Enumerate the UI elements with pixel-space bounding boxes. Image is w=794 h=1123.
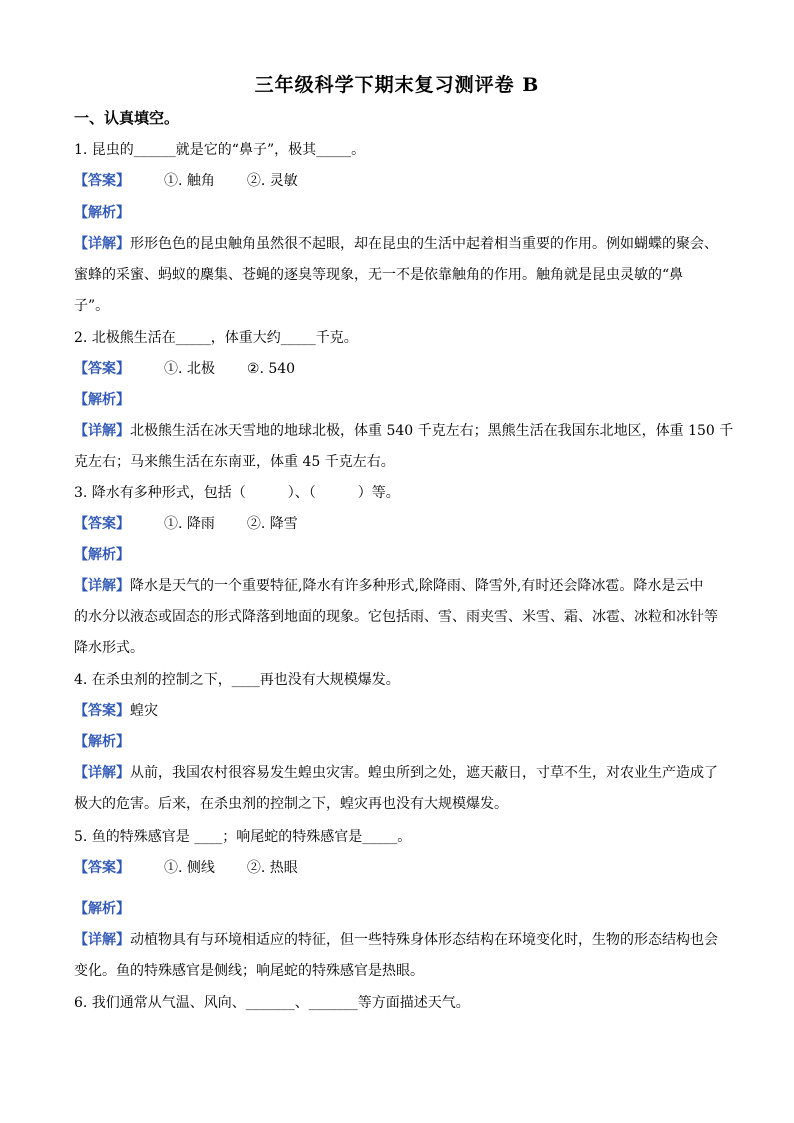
detail-3-line-3: 降水形式。 bbox=[74, 640, 144, 656]
answer-row-2 bbox=[74, 359, 734, 379]
detail-1-text-1: 形形色色的昆虫触角虽然很不起眼，却在昆虫的生活中起着相当重要的作用。例如蝴蝶的聚会、 bbox=[130, 236, 718, 252]
detail-2-line-2: 克左右；马来熊生活在东南亚，体重 45 千克左右。 bbox=[74, 454, 395, 470]
detail-tag: 【详解】 bbox=[74, 423, 130, 439]
analysis-tag: 【解析】 bbox=[74, 901, 130, 917]
detail-4-line-1 bbox=[74, 763, 734, 783]
answer-row-5 bbox=[74, 858, 734, 878]
detail-tag: 【详解】 bbox=[74, 765, 130, 781]
answer-tag: 【答案】 bbox=[74, 173, 130, 189]
answer-4: 蝗灾 bbox=[130, 703, 158, 719]
answer-row-1 bbox=[74, 171, 734, 191]
answer-tag: 【答案】 bbox=[74, 703, 130, 719]
answer-tag: 【答案】 bbox=[74, 860, 130, 876]
detail-5-line-1 bbox=[74, 930, 734, 950]
detail-5-line-2: 变化。鱼的特殊感官是侧线；响尾蛇的特殊感官是热眼。 bbox=[74, 963, 424, 979]
detail-4-line-2: 极大的危害。后来，在杀虫剂的控制之下，蝗灾再也没有大规模爆发。 bbox=[74, 796, 508, 812]
detail-1-line-3: 子”。 bbox=[74, 298, 110, 314]
question-3: 3. 降水有多种形式，包括（ ）、（ ）等。 bbox=[74, 485, 400, 501]
answer-tag: 【答案】 bbox=[74, 361, 130, 377]
answer-5a: ①. 侧线 bbox=[164, 860, 215, 876]
detail-1-line-1 bbox=[74, 234, 734, 254]
answer-3a: ①. 降雨 bbox=[164, 516, 215, 532]
detail-tag: 【详解】 bbox=[74, 236, 130, 252]
answer-1b: ②. 灵敏 bbox=[246, 173, 298, 189]
question-2: 2. 北极熊生活在_____，体重大约_____千克。 bbox=[74, 330, 358, 346]
question-4: 4. 在杀虫剂的控制之下，____再也没有大规模爆发。 bbox=[74, 672, 400, 688]
detail-2-text-1: 北极熊生活在冰天雪地的地球北极，体重 540 千克左右；黑熊生活在我国东北地区，体重 150 千 bbox=[130, 423, 734, 439]
analysis-tag: 【解析】 bbox=[74, 547, 130, 563]
question-6: 6. 我们通常从气温、风向、_______、_______等方面描述天气。 bbox=[74, 995, 470, 1011]
answer-row-3 bbox=[74, 514, 734, 534]
answer-row-4 bbox=[74, 701, 734, 721]
analysis-tag: 【解析】 bbox=[74, 205, 130, 221]
detail-3-text-1: 降水是天气的一个重要特征,降水有许多种形式,除降雨、降雪外,有时还会降冰雹。降水是云中 bbox=[130, 578, 704, 594]
section-heading: 一、认真填空。 bbox=[74, 109, 180, 127]
detail-tag: 【详解】 bbox=[74, 932, 130, 948]
question-1: 1. 昆虫的______就是它的“鼻子”，极其_____。 bbox=[74, 142, 366, 158]
answer-2a: ①. 北极 bbox=[164, 361, 215, 377]
answer-3b: ②. 降雪 bbox=[246, 516, 298, 532]
detail-3-line-1 bbox=[74, 576, 734, 596]
answer-1a: ①. 触角 bbox=[164, 173, 215, 189]
answer-5b: ②. 热眼 bbox=[246, 860, 298, 876]
detail-tag: 【详解】 bbox=[74, 578, 130, 594]
answer-2b: ②. 540 bbox=[246, 361, 296, 377]
detail-4-text-1: 从前，我国农村很容易发生蝗虫灾害。蝗虫所到之处，遮天蔽日，寸草不生，对农业生产造成了 bbox=[130, 765, 718, 781]
detail-1-line-2: 蜜蜂的采蜜、蚂蚁的麇集、苍蝇的逐臭等现象，无一不是依靠触角的作用。触角就是昆虫灵敏的“鼻 bbox=[74, 267, 684, 283]
analysis-tag: 【解析】 bbox=[74, 392, 130, 408]
analysis-tag: 【解析】 bbox=[74, 734, 130, 750]
detail-2-line-1 bbox=[74, 421, 734, 441]
question-5: 5. 鱼的特殊感官是 ____；响尾蛇的特殊感官是_____。 bbox=[74, 829, 412, 845]
detail-3-line-2: 的水分以液态或固态的形式降落到地面的现象。它包括雨、雪、雨夹雪、米雪、霜、冰雹、冰粒和冰针等 bbox=[74, 609, 718, 625]
page-title: 三年级科学下期末复习测评卷 B bbox=[254, 74, 540, 96]
answer-tag: 【答案】 bbox=[74, 516, 130, 532]
detail-5-text-1: 动植物具有与环境相适应的特征，但一些特殊身体形态结构在环境变化时，生物的形态结构也会 bbox=[130, 932, 718, 948]
